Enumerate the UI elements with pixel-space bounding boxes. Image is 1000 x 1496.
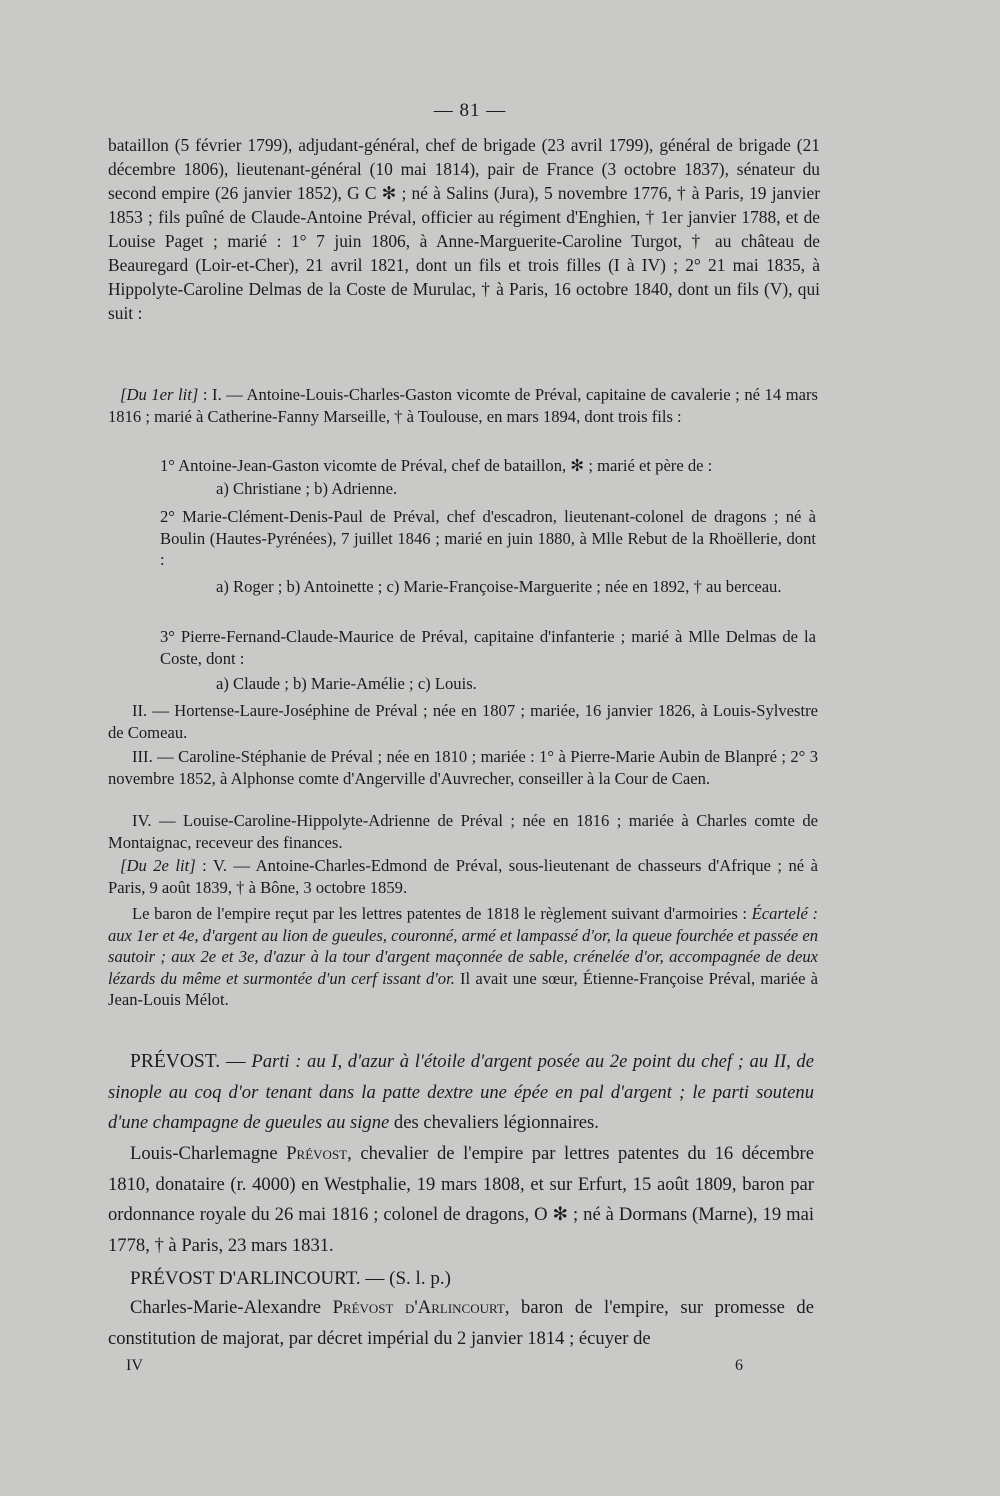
arlincourt-bio-name: Prévost d'Arlincourt	[332, 1297, 505, 1318]
son-3-children	[216, 673, 816, 695]
armoiries-paragraph	[108, 903, 818, 1011]
child-V-text: : V. — Antoine-Charles-Edmond de Préval, sous-lieutenant de chasseurs d'Afrique ; né à Paris, 9 août 1839, † à Bône, 3 octobre 1859.	[108, 856, 818, 897]
son-1	[160, 455, 816, 477]
arlincourt-bio	[108, 1293, 814, 1354]
prevost-bio-name: Prévost	[286, 1143, 348, 1164]
daughter-II-text: II. — Hortense-Laure-Joséphine de Préval ; née en 1807 ; mariée, 16 janvier 1826, à Louis-Sylvestre de Comeau.	[108, 701, 818, 742]
daughter-III	[108, 746, 818, 789]
daughter-IV	[108, 810, 818, 853]
child-I-lit: [Du 1er lit]	[120, 385, 199, 404]
son-3-children-text: a) Claude ; b) Marie-Amélie ; c) Louis.	[216, 674, 477, 693]
daughter-II	[108, 700, 818, 743]
son-2-text: 2° Marie-Clément-Denis-Paul de Préval, chef d'escadron, lieutenant-colonel de dragons ; né à Boulin (Hautes-Pyrénées), 7 juillet 1846 ; marié en juin 1880, à Mlle Rebut de la Rhoëllerie, dont :	[160, 507, 816, 569]
page-number: — 81 —	[433, 100, 507, 121]
arlincourt-bio-text	[108, 1293, 814, 1354]
footer-volume: IV	[126, 1357, 143, 1374]
prevost-bio-first: Louis-Charlemagne	[130, 1143, 287, 1164]
son-1-children	[216, 478, 816, 500]
son-1-children-text: a) Christiane ; b) Adrienne.	[216, 479, 398, 498]
arlincourt-bio-rest: , baron de l'empire, sur promesse de constitution de majorat, par décret impérial du 2 janvier 1814 ; écuyer de	[108, 1297, 814, 1349]
arlincourt-bio-first: Charles-Marie-Alexandre	[130, 1297, 333, 1318]
son-2	[160, 506, 816, 571]
armoiries-outro: Il avait une sœur, Étienne-Françoise Préval, mariée à Jean-Louis Mélot.	[108, 968, 818, 1009]
prevost-blazon: Parti : au I, d'azur à l'étoile d'argent posée au 2e point du chef ; au II, de sinople au coq d'or tenant dans la patte dextre une épée en pal d'argent ; le parti soutenu d'une champagne de gueules au signe	[108, 1051, 814, 1133]
child-I-paragraph	[108, 384, 818, 427]
prevost-blazon-end: des chevaliers légionnaires.	[389, 1112, 599, 1133]
son-1-text: 1° Antoine-Jean-Gaston vicomte de Préval, chef de bataillon, ✻ ; marié et père de :	[160, 456, 713, 475]
arlincourt-heading: PRÉVOST D'ARLINCOURT. — (S. l. p.)	[130, 1268, 451, 1289]
prevost-heading: PRÉVOST. —	[130, 1051, 252, 1072]
son-3-text: 3° Pierre-Fernand-Claude-Maurice de Préval, capitaine d'infanterie ; marié à Mlle Delmas de la Coste, dont :	[160, 627, 816, 668]
son-2-children	[216, 576, 816, 598]
son-2-children-text: a) Roger ; b) Antoinette ; c) Marie-Françoise-Marguerite ; née en 1892, † au berceau.	[216, 577, 782, 596]
prevost-bio-rest: , chevalier de l'empire par lettres patentes du 16 décembre 1810, donataire (r. 4000) en Westphalie, 19 mars 1808, et sur Erfurt, 15 août 1809, baron par ordonnance royale du 26 mai 1816 ; colonel de dragons, O ✻ ; né à Dormans (Marne), 19 mai 1778, † à Paris, 23 mars 1831.	[108, 1143, 814, 1256]
child-I	[108, 384, 818, 427]
armoiries-text	[108, 903, 818, 1011]
footer-signature: 6	[735, 1357, 743, 1374]
daughter-IV-text: IV. — Louise-Caroline-Hippolyte-Adrienne de Préval ; née en 1816 ; mariée à Charles comte de Montaignac, receveur des finances.	[108, 811, 818, 852]
preval-continuation	[108, 133, 820, 325]
prevost-entry	[108, 1047, 814, 1139]
child-V-lit: [Du 2e lit]	[120, 856, 196, 875]
armoiries-blazon: Écartelé : aux 1er et 4e, d'argent au lion de gueules, couronné, armé et lampassé d'or, la queue fourchée et passée en sautoir ; aux 2e et 3e, d'azur à la tour d'argent maçonnée de sable, crénelée d'or, accompagnée de deux lézards du même et surmontée d'un cerf issant d'or.	[108, 904, 818, 988]
child-I-text: : I. — Antoine-Louis-Charles-Gaston vicomte de Préval, capitaine de cavalerie ; né 14 mars 1816 ; marié à Catherine-Fanny Marseille, † à Toulouse, en mars 1894, dont trois fils :	[108, 385, 818, 426]
child-V-paragraph	[108, 855, 818, 898]
armoiries-intro: Le baron de l'empire reçut par les lettres patentes de 1818 le règlement suivant d'armoiries :	[132, 904, 752, 923]
daughter-III-text: III. — Caroline-Stéphanie de Préval ; née en 1810 ; mariée : 1° à Pierre-Marie Aubin de Blanpré ; 2° 3 novembre 1852, à Alphonse comte d'Angerville d'Auvrecher, conseiller à la Cour de Caen.	[108, 747, 818, 788]
child-V	[108, 855, 818, 898]
prevost-heading-paragraph	[108, 1047, 814, 1139]
son-3	[160, 626, 816, 669]
prevost-bio-text	[108, 1139, 814, 1261]
preval-continuation-text: bataillon (5 février 1799), adjudant-général, chef de brigade (23 avril 1799), général de brigade (21 décembre 1806), lieutenant-général (10 mai 1814), pair de France (3 octobre 1837), sénateur du second empire (26 janvier 1852), G C ✻ ; né à Salins (Jura), 5 novembre 1776, † à Paris, 19 janvier 1853 ; fils puîné de Claude-Antoine Préval, officier au régiment d'Enghien, † 1er janvier 1788, et de Louise Paget ; marié : 1° 7 juin 1806, à Anne-Marguerite-Caroline Turgot, † au château de Beauregard (Loir-et-Cher), 21 avril 1821, dont un fils et trois filles (I à IV) ; 2° 21 mai 1835, à Hippolyte-Caroline Delmas de la Coste de Murulac, † à Paris, 16 octobre 1840, dont un fils (V), qui suit :	[108, 135, 820, 323]
prevost-bio	[108, 1139, 814, 1261]
